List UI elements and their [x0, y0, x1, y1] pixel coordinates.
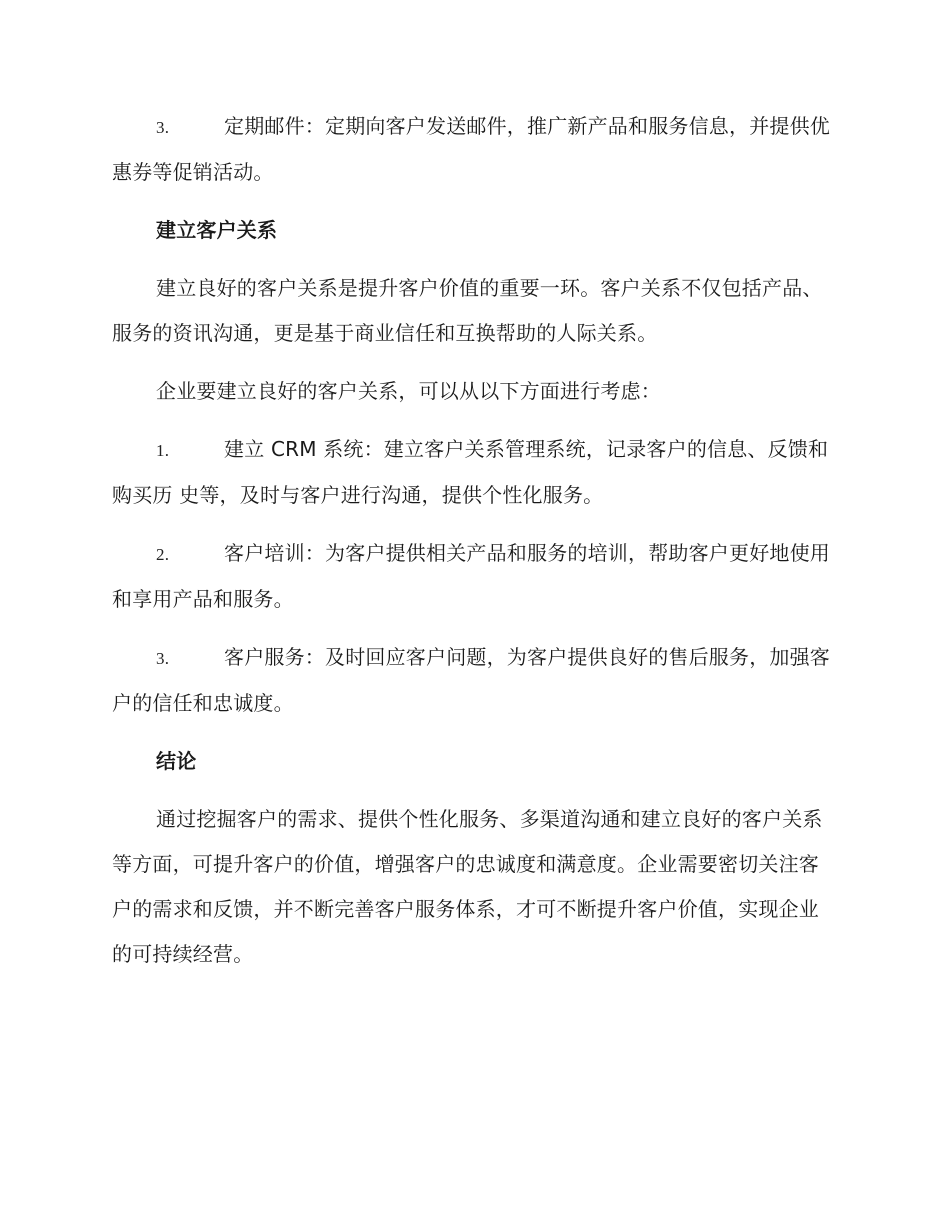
list-item-number: 1.	[156, 441, 170, 460]
paragraph: 企业要建立良好的客户关系，可以从以下方面进行考虑：	[156, 379, 661, 403]
section-heading-relationship: 建立客户关系	[156, 218, 278, 242]
list-item-text: 定期邮件：定期向客户发送邮件，推广新产品和服务信息，并提供优惠券等促销活动。	[112, 114, 830, 184]
document-page	[112, 104, 836, 990]
list-item	[112, 427, 836, 518]
list-item-text: 客户培训：为客户提供相关产品和服务的培训，帮助客户更好地使用和享用产品和服务。	[112, 541, 830, 611]
list-item	[112, 104, 836, 195]
list-item-number: 3.	[156, 649, 170, 668]
section-heading-conclusion: 结论	[156, 749, 197, 773]
list-item-number: 3.	[156, 118, 170, 137]
list-item	[112, 531, 836, 622]
paragraph: 通过挖掘客户的需求、提供个性化服务、多渠道沟通和建立良好的客户关系等方面，可提升客户的价值，增强客户的忠诚度和满意度。企业需要密切关注客户的需求和反馈，并不断完善客户服务体系，才可不断提升客户价值，实现企业的可持续经营。	[112, 807, 823, 966]
list-item-text: 客户服务：及时回应客户问题，为客户提供良好的售后服务，加强客户的信任和忠诚度。	[112, 645, 830, 715]
paragraph: 建立良好的客户关系是提升客户价值的重要一环。客户关系不仅包括产品、服务的资讯沟通，更是基于商业信任和互换帮助的人际关系。	[112, 276, 823, 345]
list-item-number: 2.	[156, 545, 170, 564]
list-item-text: 建立 CRM 系统：建立客户关系管理系统，记录客户的信息、反馈和购买历 史等，及时与客户进行沟通，提供个性化服务。	[112, 437, 829, 507]
list-item	[112, 635, 836, 726]
